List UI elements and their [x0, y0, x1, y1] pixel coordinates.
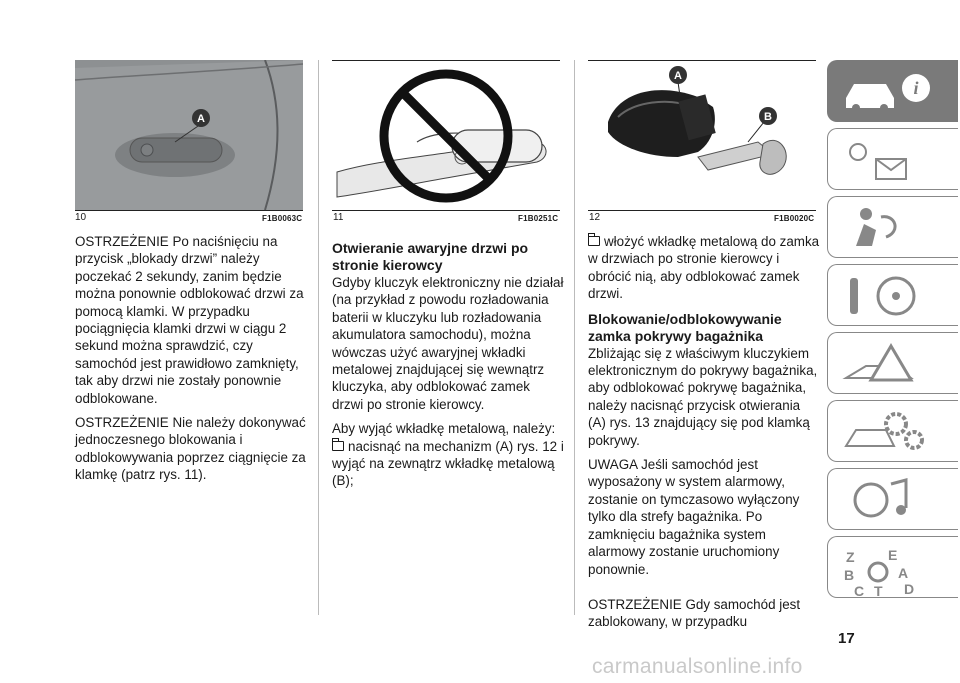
- figure-10-number: 10: [75, 212, 87, 223]
- figure-10-rule: [75, 210, 303, 211]
- figure-11-no-pull-handle: [332, 62, 560, 212]
- steering-key-icon: [836, 270, 946, 320]
- figure-11-number: 11: [333, 212, 344, 223]
- tab-maintenance[interactable]: [827, 400, 958, 462]
- figure-11-top-rule: [332, 60, 560, 61]
- column-3: [588, 233, 820, 638]
- warning-paragraph-1: OSTRZEŻENIE Po naciśnięciu na przycisk „blokady drzwi” należy poczekać 2 sekundy, zanim będzie można ponownie odblokować drzwi za pomocą klamki. W przypadku pociągnięcia klamki drzwi w ciągu 2 sekund można sprawdzić, czy samochód jest prawidłowo zamknięty, tak aby drzwi nie zostały ponownie odblokowane.: [75, 234, 304, 406]
- figure-12-label-b: B: [764, 111, 772, 123]
- bullet-icon: [332, 441, 344, 451]
- index-letter: Z: [846, 549, 855, 565]
- emergency-paragraph: Gdyby kluczyk elektroniczny nie działał (na przykład z powodu rozładowania baterii w kluczyku lub rozładowania akumulatora samochodu), można wówczas użyć awaryjnej wkładki metalowej znajdującej się wewnątrz kluczyka, aby odblokować zamek drzwi po stronie kierowcy.: [332, 275, 564, 412]
- column-2: [332, 240, 564, 497]
- tab-steering-key[interactable]: [827, 264, 958, 326]
- figure-12-top-rule: [588, 60, 816, 61]
- bullet-item-1: [332, 438, 564, 490]
- tab-multimedia[interactable]: [827, 468, 958, 530]
- multimedia-icon: [836, 474, 946, 524]
- figure-12-rule: [588, 210, 816, 211]
- section-heading-trunk-lock: Blokowanie/odblokowywanie zamka pokrywy bagażnika: [588, 310, 782, 344]
- warning-paragraph-2: OSTRZEŻENIE Nie należy dokonywać jednoczesnego blokowania i odblokowywania poprzez ciągnięcie za klamkę (patrz rys. 11).: [75, 415, 306, 483]
- car-info-icon: [836, 66, 946, 116]
- figure-12-number: 12: [589, 212, 601, 223]
- figure-10-label-a: A: [197, 113, 205, 125]
- index-letter: A: [898, 565, 909, 581]
- figure-12-key-fob: [588, 62, 816, 212]
- figure-10-door-handle: [75, 60, 303, 210]
- tab-airbag-safety[interactable]: [827, 196, 958, 258]
- page-number: 17: [838, 630, 855, 647]
- index-letter: B: [844, 567, 855, 583]
- maintenance-gears-icon: [836, 406, 946, 456]
- bullet-item-1-text: nacisnąć na mechanizm (A) rys. 12 i wyjąć na zewnątrz wkładkę metalową (B);: [332, 438, 564, 489]
- emergency-triangle-icon: [836, 338, 946, 388]
- tab-emergency[interactable]: [827, 332, 958, 394]
- airbag-safety-icon: [836, 202, 946, 252]
- figure-12-code: F1B0020C: [774, 214, 815, 223]
- warning-lights-icon: [836, 134, 946, 184]
- tab-warning-lights[interactable]: [827, 128, 958, 190]
- index-letters-icon: [836, 542, 946, 597]
- trunk-paragraph: Zbliżając się z właściwym kluczykiem elektronicznym do pokrywy bagażnika, aby odblokować pokrywę bagażnika, należy nacisnąć przycisk otwierania (A) rys. 13 znajdujący się pod klamką pokrywy.: [588, 345, 818, 448]
- column-separator-2: [574, 60, 575, 615]
- index-letter: E: [888, 547, 898, 563]
- tab-car-info[interactable]: [827, 60, 958, 122]
- note-paragraph: UWAGA Jeśli samochód jest wyposażony w system alarmowy, zostanie on tymczasowo wyłączony tylko dla strefy bagażnika. Po zamknięciu bagażnika system alarmowy zostanie uruchomiony ponownie.: [588, 457, 800, 577]
- warning-paragraph-3: OSTRZEŻENIE Gdy samochód jest zablokowany, w przypadku: [588, 596, 801, 630]
- watermark: carmanualsonline.info: [592, 655, 803, 678]
- remove-insert-intro: Aby wyjąć wkładkę metalową, należy:: [332, 421, 556, 437]
- figure-11-rule: [332, 210, 560, 211]
- bullet-item-2: [588, 233, 820, 303]
- index-letter: T: [874, 583, 883, 597]
- index-letter: C: [854, 583, 865, 597]
- column-1: [75, 233, 307, 491]
- index-letter: D: [904, 581, 915, 597]
- figure-10-code: F1B0063C: [262, 214, 303, 223]
- figure-12-label-a: A: [674, 70, 682, 82]
- section-heading-emergency-opening: Otwieranie awaryjne drzwi po stronie kierowcy: [332, 240, 529, 273]
- bullet-icon: [588, 236, 600, 246]
- svg-text:i: i: [913, 78, 919, 98]
- tab-index[interactable]: [827, 536, 958, 598]
- figure-11-code: F1B0251C: [518, 214, 559, 223]
- column-separator-1: [318, 60, 319, 615]
- bullet-item-2-text: włożyć wkładkę metalową do zamka w drzwiach po stronie kierowcy i obrócić nią, aby odblokować zamek drzwi.: [588, 234, 820, 302]
